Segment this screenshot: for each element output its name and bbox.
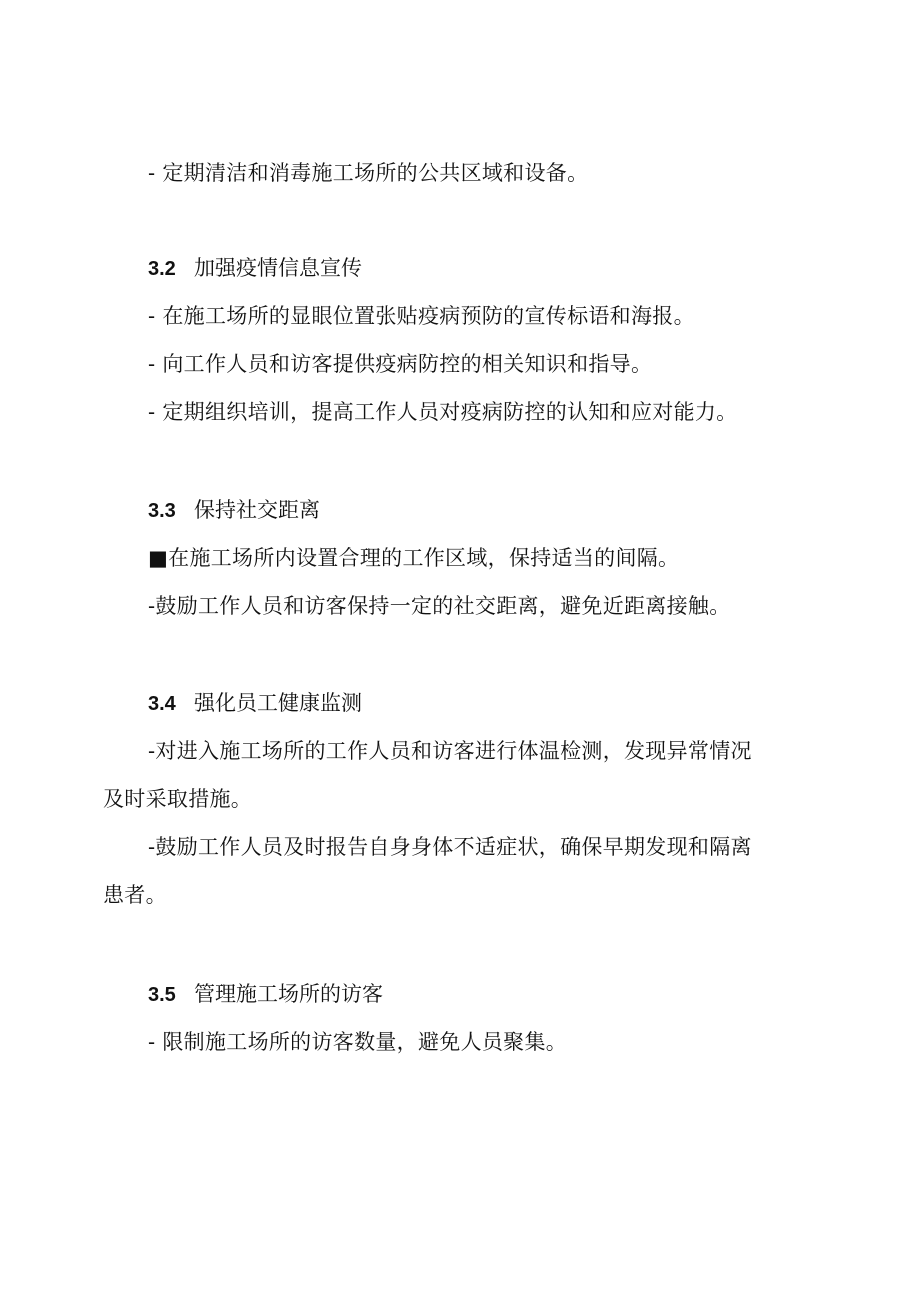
list-item: - 定期清洁和消毒施工场所的公共区域和设备。 xyxy=(148,161,589,185)
list-item: - 限制施工场所的访客数量，避免人员聚集。 xyxy=(148,1030,568,1054)
section-number: 3.4 xyxy=(148,693,176,715)
section-title: 保持社交距离 xyxy=(194,498,320,522)
section-heading-3-5 xyxy=(148,980,383,1009)
paragraph-line: 患者。 xyxy=(103,883,167,907)
section-number: 3.3 xyxy=(148,500,176,522)
section-number: 3.5 xyxy=(148,984,176,1006)
section-title: 加强疫情信息宣传 xyxy=(194,256,362,280)
section-heading-3-3 xyxy=(148,496,320,525)
paragraph-line: -对进入施工场所的工作人员和访客进行体温检测，发现异常情况 xyxy=(148,739,752,763)
paragraph-line: -鼓励工作人员及时报告自身身体不适症状，确保早期发现和隔离 xyxy=(148,835,752,859)
list-item: ■在施工场所内设置合理的工作区域，保持适当的间隔。 xyxy=(148,546,680,570)
section-heading-3-2 xyxy=(148,254,362,283)
section-title: 管理施工场所的访客 xyxy=(194,982,383,1006)
section-title: 强化员工健康监测 xyxy=(194,691,362,715)
section-number: 3.2 xyxy=(148,258,176,280)
list-item: -鼓励工作人员和访客保持一定的社交距离，避免近距离接触。 xyxy=(148,594,731,618)
section-heading-3-4 xyxy=(148,689,362,718)
paragraph-line: 及时采取措施。 xyxy=(103,787,253,811)
list-item: - 在施工场所的显眼位置张贴疫病预防的宣传标语和海报。 xyxy=(148,304,695,328)
list-item: - 定期组织培训，提高工作人员对疫病防控的认知和应对能力。 xyxy=(148,400,738,424)
list-item: - 向工作人员和访客提供疫病防控的相关知识和指导。 xyxy=(148,352,653,376)
